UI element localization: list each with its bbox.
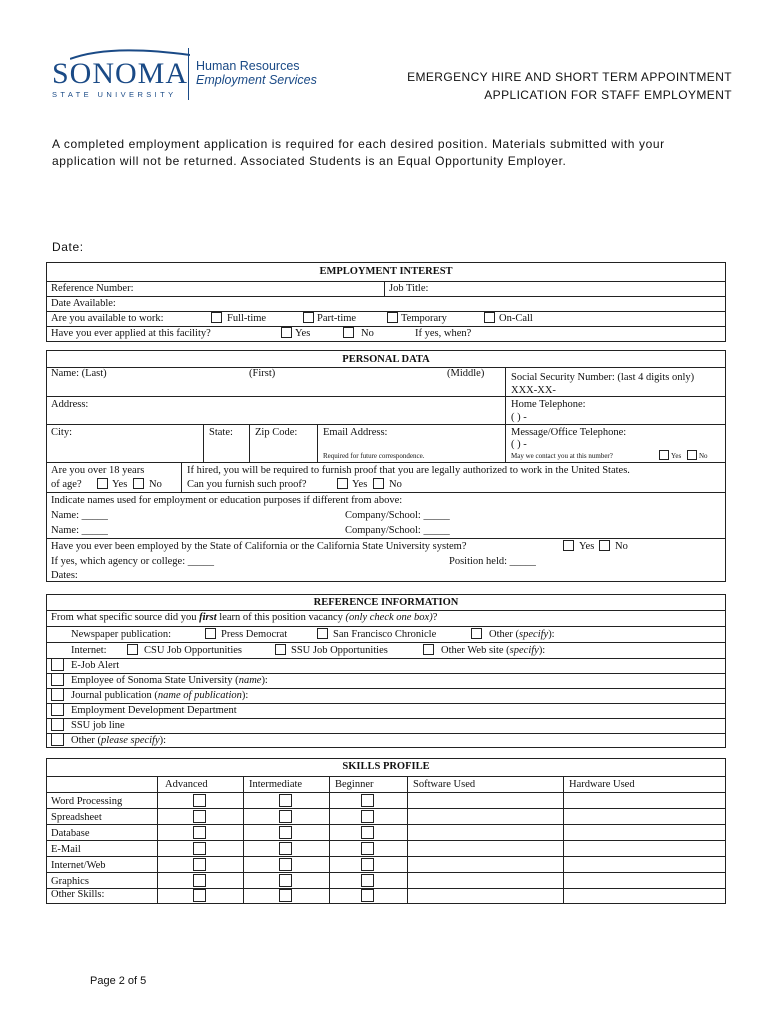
skills-heading: SKILLS PROFILE: [342, 761, 430, 772]
skill-advanced-checkbox[interactable]: [193, 810, 206, 823]
employee-label: Employee of Sonoma State University (name):: [71, 675, 268, 686]
logo-swoosh-icon: [70, 48, 190, 60]
legal-auth-text: If hired, you will be required to furnish proof that you are legally authorized to work in the United States.: [187, 465, 630, 476]
name-middle-label: (Middle): [447, 368, 485, 379]
over-18-label: Are you over 18 years: [51, 465, 145, 476]
skill-row-divider: [47, 888, 725, 889]
message-phone-label: Message/Office Telephone:: [511, 427, 627, 438]
edd-checkbox[interactable]: [51, 703, 64, 716]
skill-intermediate-checkbox[interactable]: [279, 826, 292, 839]
name-first-label: (First): [249, 368, 276, 379]
over-18-yes-label: Yes: [112, 479, 128, 490]
edd-label: Employment Development Department: [71, 705, 237, 716]
other-skill-checkbox[interactable]: [279, 889, 292, 902]
col-advanced: Advanced: [165, 779, 208, 790]
job-title-label: Job Title:: [389, 283, 429, 294]
may-we-contact-label: May we contact you at this number?: [511, 452, 613, 460]
other-name-1: Name: _____: [51, 510, 108, 521]
journal-label: Journal publication (name of publication):: [71, 690, 249, 701]
ssu-line-checkbox[interactable]: [51, 718, 64, 731]
other-specify-label: Other (please specify):: [71, 735, 167, 746]
proof-no-label: No: [389, 479, 402, 490]
contact-yes-label: Yes: [671, 452, 682, 460]
skill-intermediate-checkbox[interactable]: [279, 794, 292, 807]
sf-chronicle-checkbox[interactable]: [317, 628, 328, 639]
over-18-age-label: of age?: [51, 479, 82, 490]
employment-interest-section: [46, 262, 726, 342]
which-agency-label: If yes, which agency or college: _____: [51, 556, 214, 567]
other-skill-checkbox[interactable]: [361, 889, 374, 902]
skill-intermediate-checkbox[interactable]: [279, 810, 292, 823]
on-call-label: On-Call: [499, 313, 533, 324]
skill-row-divider: [47, 872, 725, 873]
csu-no-checkbox[interactable]: [599, 540, 610, 551]
ssu-line-label: SSU job line: [71, 720, 125, 731]
ssu-job-label: SSU Job Opportunities: [291, 645, 388, 656]
skill-advanced-checkbox[interactable]: [193, 826, 206, 839]
skill-beginner-checkbox[interactable]: [361, 858, 374, 871]
page-number: Page 2 of 5: [90, 975, 147, 987]
newspaper-other-checkbox[interactable]: [471, 628, 482, 639]
journal-checkbox[interactable]: [51, 688, 64, 701]
position-held-label: Position held: _____: [449, 556, 536, 567]
name-last-label: Name: (Last): [51, 368, 107, 379]
skill-advanced-checkbox[interactable]: [193, 874, 206, 887]
csu-job-checkbox[interactable]: [127, 644, 138, 655]
sf-chronicle-label: San Francisco Chronicle: [333, 629, 437, 640]
personal-data-heading: PERSONAL DATA: [342, 354, 430, 365]
col-software: Software Used: [413, 779, 476, 790]
future-correspondence-note: Required for future correspondence.: [323, 452, 425, 460]
temporary-label: Temporary: [401, 313, 447, 324]
skill-intermediate-checkbox[interactable]: [279, 842, 292, 855]
logo-divider: [188, 48, 189, 100]
reference-info-section: [46, 594, 726, 748]
employment-interest-heading: EMPLOYMENT INTEREST: [319, 266, 453, 277]
skill-row-label: E-Mail: [51, 844, 81, 855]
skill-intermediate-checkbox[interactable]: [279, 874, 292, 887]
skill-intermediate-checkbox[interactable]: [279, 858, 292, 871]
employee-checkbox[interactable]: [51, 673, 64, 686]
applied-yes-label: Yes: [295, 328, 311, 339]
col-hardware: Hardware Used: [569, 779, 635, 790]
skill-row-label: Word Processing: [51, 796, 123, 807]
full-time-label: Full-time: [227, 313, 267, 324]
other-names-label: Indicate names used for employment or education purposes if different from above:: [51, 495, 403, 506]
date-available-label: Date Available:: [51, 298, 116, 309]
newspaper-label: Newspaper publication:: [71, 629, 172, 640]
on-call-checkbox[interactable]: [484, 312, 495, 323]
date-label: Date:: [52, 240, 84, 254]
state-label: State:: [209, 427, 233, 438]
skill-beginner-checkbox[interactable]: [361, 842, 374, 855]
contact-yes-checkbox[interactable]: [659, 450, 669, 460]
available-to-work-label: Are you available to work:: [51, 313, 164, 324]
reference-heading: REFERENCE INFORMATION: [313, 597, 459, 608]
other-web-label: Other Web site (specify):: [441, 645, 546, 656]
city-label: City:: [51, 427, 73, 438]
skills-profile-section: [46, 758, 726, 904]
reference-question: From what specific source did you first learn of this position vacancy (only check one box)?: [51, 612, 438, 623]
ssn-label: Social Security Number: (last 4 digits only): [511, 372, 695, 383]
skill-row-label: Internet/Web: [51, 860, 106, 871]
reference-number-label: Reference Number:: [51, 283, 134, 294]
skill-row-label: Graphics: [51, 876, 89, 887]
other-name-2: Name: _____: [51, 525, 108, 536]
logo-sonoma: SONOMA: [52, 57, 189, 90]
dates-label: Dates:: [51, 570, 78, 581]
skill-advanced-checkbox[interactable]: [193, 842, 206, 855]
dept-name: Human Resources: [196, 59, 300, 73]
furnish-proof-label: Can you furnish such proof?: [187, 479, 307, 490]
skill-advanced-checkbox[interactable]: [193, 794, 206, 807]
press-democrat-label: Press Democrat: [221, 629, 288, 640]
applied-no-label: No: [361, 328, 374, 339]
over-18-yes-checkbox[interactable]: [97, 478, 108, 489]
skill-advanced-checkbox[interactable]: [193, 858, 206, 871]
home-phone-mask: ( ) -: [511, 412, 527, 423]
form-title-line1: EMERGENCY HIRE AND SHORT TERM APPOINTMENT: [407, 70, 732, 84]
contact-no-label: No: [699, 452, 708, 460]
personal-data-section: [46, 350, 726, 582]
ssu-job-checkbox[interactable]: [275, 644, 286, 655]
home-phone-label: Home Telephone:: [511, 399, 586, 410]
applied-no-checkbox[interactable]: [343, 327, 354, 338]
skill-row-divider: [47, 824, 725, 825]
skill-row-label: Database: [51, 828, 90, 839]
part-time-label: Part-time: [317, 313, 357, 324]
skill-beginner-checkbox[interactable]: [361, 826, 374, 839]
proof-yes-checkbox[interactable]: [337, 478, 348, 489]
logo-subtitle: STATE UNIVERSITY: [52, 90, 177, 99]
over-18-no-checkbox[interactable]: [133, 478, 144, 489]
other-web-checkbox[interactable]: [423, 644, 434, 655]
csu-employed-label: Have you ever been employed by the State of California or the California State University system?: [51, 541, 467, 552]
skill-beginner-checkbox[interactable]: [361, 794, 374, 807]
csu-job-label: CSU Job Opportunities: [144, 645, 243, 656]
other-specify-checkbox[interactable]: [51, 733, 64, 746]
message-phone-mask: ( ) -: [511, 439, 527, 450]
ejob-label: E-Job Alert: [71, 660, 120, 671]
press-democrat-checkbox[interactable]: [205, 628, 216, 639]
contact-no-checkbox[interactable]: [687, 450, 697, 460]
company-school-2: Company/School: _____: [345, 525, 450, 536]
over-18-no-label: No: [149, 479, 162, 490]
if-yes-when-label: If yes, when?: [415, 328, 472, 339]
skill-beginner-checkbox[interactable]: [361, 810, 374, 823]
csu-yes-label: Yes: [579, 541, 595, 552]
applied-before-label: Have you ever applied at this facility?: [51, 328, 211, 339]
proof-yes-label: Yes: [352, 479, 368, 490]
col-intermediate: Intermediate: [249, 779, 303, 790]
ssn-mask: XXX-XX-: [511, 385, 556, 396]
intro-text: A completed employment application is required for each desired position. Materials submitted with your application will not be returned. Associated Students is an Equal Opportunity Employer.: [52, 137, 665, 168]
full-time-checkbox[interactable]: [211, 312, 222, 323]
skill-beginner-checkbox[interactable]: [361, 874, 374, 887]
part-time-checkbox[interactable]: [303, 312, 314, 323]
newspaper-other-label: Other (specify):: [489, 629, 555, 640]
applied-yes-checkbox[interactable]: [281, 327, 292, 338]
zip-label: Zip Code:: [255, 427, 298, 438]
ejob-checkbox[interactable]: [51, 658, 64, 671]
csu-no-label: No: [615, 541, 628, 552]
skill-row-label: Spreadsheet: [51, 812, 102, 823]
skill-row-divider: [47, 808, 725, 809]
temporary-checkbox[interactable]: [387, 312, 398, 323]
skill-row-divider: [47, 840, 725, 841]
other-skill-checkbox[interactable]: [193, 889, 206, 902]
proof-no-checkbox[interactable]: [373, 478, 384, 489]
col-beginner: Beginner: [335, 779, 374, 790]
address-label: Address:: [51, 399, 89, 410]
form-title-line2: APPLICATION FOR STAFF EMPLOYMENT: [484, 88, 732, 102]
company-school-1: Company/School: _____: [345, 510, 450, 521]
csu-yes-checkbox[interactable]: [563, 540, 574, 551]
internet-label: Internet:: [71, 645, 107, 656]
dept-subname: Employment Services: [196, 73, 317, 87]
other-skills-label: Other Skills:: [51, 889, 105, 900]
skill-row-divider: [47, 856, 725, 857]
email-label: Email Address:: [323, 427, 388, 438]
